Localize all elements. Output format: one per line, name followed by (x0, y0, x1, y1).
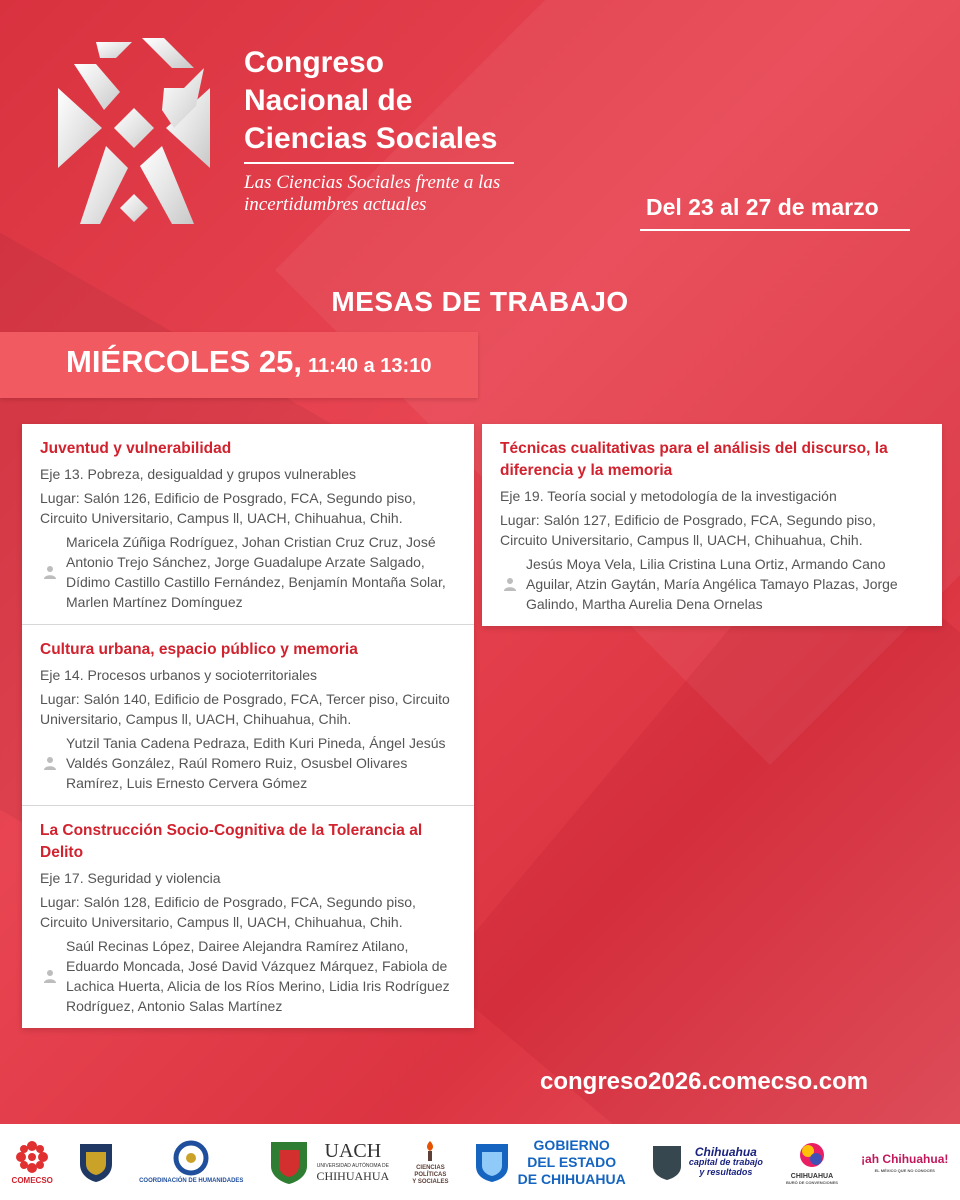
ciencias-line: CIENCIAS (416, 1164, 445, 1171)
session-authors (40, 936, 456, 1016)
day-heading (66, 344, 431, 380)
session-location: Lugar: Salón 126, Edificio de Posgrado, FCA, Segundo piso, Circuito Universitario, Campus ll, UACH, Chihuahua, Chih. (40, 490, 416, 526)
day-label: MIÉRCOLES 25, (66, 344, 302, 379)
ciencias-line: Y SOCIALES (412, 1178, 449, 1185)
title-line: Congreso (244, 46, 385, 79)
congress-title (244, 44, 497, 158)
uach-logo (267, 1138, 390, 1186)
ah-chihuahua-title: ¡ah Chihuahua! (861, 1151, 949, 1166)
uach-city: CHIHUAHUA (316, 1169, 390, 1183)
comecso-label: COMECSO (11, 1175, 53, 1185)
session-axis: Eje 14. Procesos urbanos y socioterritoriales (40, 667, 318, 683)
website-link[interactable]: congreso2026.comecso.com (540, 1068, 869, 1095)
session-axis: Eje 13. Pobreza, desigualdad y grupos vulnerables (40, 466, 356, 482)
session-axis: Eje 17. Seguridad y violencia (40, 870, 221, 886)
session-title: Cultura urbana, espacio público y memoria (40, 641, 358, 658)
unam-logo (76, 1140, 116, 1184)
session-card (22, 806, 474, 1028)
authors-text: Jesús Moya Vela, Lilia Cristina Luna Ortiz, Armando Cano Aguilar, Atzin Gaytán, María Angélica Tamayo Plazas, Jorge Galindo, Martha Aurelia Dena Ornelas (526, 556, 898, 612)
municipio-line: Chihuahua (694, 1145, 757, 1159)
uach-acronym: UACH (324, 1140, 382, 1162)
session-location: Lugar: Salón 140, Edificio de Posgrado, FCA, Tercer piso, Circuito Universitario, Campus ll, UACH, Chihuahua, Chih. (40, 691, 450, 727)
person-icon (500, 577, 520, 591)
session-location: Lugar: Salón 128, Edificio de Posgrado, FCA, Segundo piso, Circuito Universitario, Campus ll, UACH, Chihuahua, Chih. (40, 894, 416, 930)
gobierno-line: GOBIERNO (533, 1136, 610, 1153)
sponsor-logos (0, 1124, 960, 1200)
comecso-flower-icon (15, 1140, 49, 1174)
session-card (22, 625, 474, 806)
person-icon (40, 565, 60, 579)
ciencias-line: POLÍTICAS (414, 1171, 447, 1178)
congress-subtitle (244, 172, 544, 216)
buro-convenciones-logo (786, 1139, 838, 1185)
unam-shield-icon (76, 1140, 116, 1184)
coordinacion-humanidades-logo (139, 1140, 243, 1184)
buro-title: CHIHUAHUA (790, 1173, 834, 1180)
gobierno-shield-icon (472, 1140, 512, 1184)
uach-text (317, 1140, 390, 1184)
person-icon (40, 969, 60, 983)
session-title: Técnicas cualitativas para el análisis del discurso, la diferencia y la memoria (500, 440, 888, 479)
buro-subtitle: BURÓ DE CONVENCIONES (785, 1180, 838, 1185)
ah-chihuahua-logo (861, 1152, 948, 1173)
section-title: MESAS DE TRABAJO (331, 286, 629, 317)
coordinacion-emblem-icon (171, 1140, 211, 1176)
municipio-text (689, 1147, 763, 1177)
session-card (482, 424, 942, 626)
authors-text: Yutzil Tania Cadena Pedraza, Edith Kuri Pineda, Ángel Jesús Valdés González, Raúl Romero Ruiz, Osusbel Olivares Ramírez, Luis Ernesto Cervera Gómez (66, 735, 446, 791)
gobierno-line: DEL ESTADO (527, 1153, 617, 1170)
session-title: La Construcción Socio-Cognitiva de la Tolerancia al Delito (40, 822, 423, 861)
session-authors (40, 733, 456, 793)
gobierno-chihuahua-logo (472, 1137, 626, 1188)
gobierno-line: DE CHIHUAHUA (517, 1170, 626, 1187)
sessions-column-left (22, 424, 474, 1028)
subtitle-line: Las Ciencias Sociales frente a las (244, 172, 501, 193)
session-authors (40, 532, 456, 612)
title-divider (244, 162, 514, 164)
congress-x-logo-icon (44, 28, 224, 238)
comecso-logo (12, 1140, 53, 1185)
municipio-line: y resultados (699, 1167, 753, 1177)
municipio-chihuahua-logo (649, 1142, 763, 1182)
uach-shield-icon (267, 1138, 311, 1186)
person-icon (40, 756, 60, 770)
subtitle-line: incertidumbres actuales (244, 194, 427, 215)
gobierno-text (518, 1137, 626, 1188)
event-dates: Del 23 al 27 de marzo (646, 194, 879, 220)
day-banner (0, 332, 478, 398)
session-card (22, 424, 474, 625)
title-line: Ciencias Sociales (244, 122, 498, 155)
authors-text: Maricela Zúñiga Rodríguez, Johan Cristian Cruz Cruz, José Antonio Trejo Sánchez, Jorge Guadalupe Arzate Salgado, Dídimo Castillo Castillo Fernández, Benjamín Montaña Solar, Marlen Martínez Domínguez (66, 534, 446, 610)
session-title: Juventud y vulnerabilidad (40, 440, 232, 457)
torch-icon (422, 1139, 438, 1163)
title-line: Nacional de (244, 84, 413, 117)
ciencias-text (412, 1165, 448, 1186)
day-time: 11:40 a 13:10 (308, 355, 432, 377)
coordinacion-label: COORDINACIÓN DE HUMANIDADES (139, 1178, 244, 1184)
authors-text: Saúl Recinas López, Dairee Alejandra Ramírez Atilano, Eduardo Moncada, José David Vázquez Márquez, Fabiola de Lachica Huerta, Alicia de los Ríos Merino, Lidia Iris Rodríguez Rodríguez, Antonio Salas Martínez (66, 938, 450, 1014)
municipio-line: capital de trabajo (688, 1157, 763, 1167)
uach-subtitle: UNIVERSIDAD AUTÓNOMA DE (316, 1163, 389, 1169)
session-axis: Eje 19. Teoría social y metodología de la investigación (500, 488, 837, 504)
session-location: Lugar: Salón 127, Edificio de Posgrado, FCA, Segundo piso, Circuito Universitario, Campus ll, UACH, Chihuahua, Chih. (500, 512, 876, 548)
ah-chihuahua-tagline: EL MÉXICO QUE NO CONOCES (874, 1167, 935, 1173)
ciencias-politicas-logo (412, 1139, 448, 1186)
dates-underline (640, 229, 910, 231)
session-authors (500, 554, 924, 614)
buro-burst-icon (794, 1139, 830, 1171)
municipio-shield-icon (649, 1142, 685, 1182)
sessions-column-right (482, 424, 942, 626)
